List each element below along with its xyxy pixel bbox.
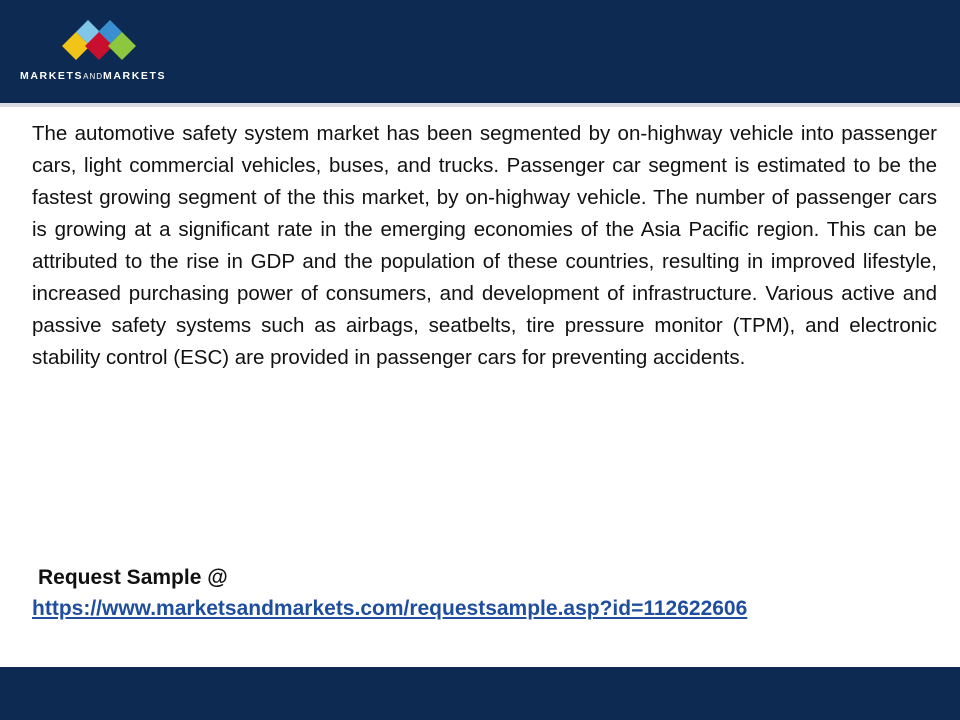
company-logo bbox=[20, 18, 200, 88]
request-sample-label: Request Sample @ bbox=[38, 566, 228, 589]
header-bar bbox=[0, 0, 960, 103]
logo-wordmark bbox=[20, 70, 200, 82]
logo-text-and: AND bbox=[83, 72, 104, 81]
body-paragraph: The automotive safety system market has been segmented by on-highway vehicle into passenger cars, light commercial vehicles, buses, and trucks. Passenger car segment is estimated to be the fastest growing segment of the this market, by on-highway vehicle. The number of passenger cars is growing at a significant rate in the emerging economies of the Asia Pacific region. This can be attributed to the rise in GDP and the population of these countries, resulting in improved lifestyle, increased purchasing power of consumers, and development of infrastructure. Various active and passive safety systems such as airbags, seatbelts, tire pressure monitor (TPM), and electronic stability control (ESC) are provided in passenger cars for preventing accidents. bbox=[32, 122, 937, 369]
logo-diamonds-icon bbox=[58, 18, 162, 68]
logo-text-markets: MARKETS bbox=[20, 70, 84, 82]
request-sample-link[interactable]: https://www.marketsandmarkets.com/requestsample.asp?id=112622606 bbox=[32, 597, 748, 620]
logo-text-markets-2: MARKETS bbox=[103, 70, 167, 82]
footer-bar bbox=[0, 667, 960, 720]
header-divider bbox=[0, 103, 960, 107]
